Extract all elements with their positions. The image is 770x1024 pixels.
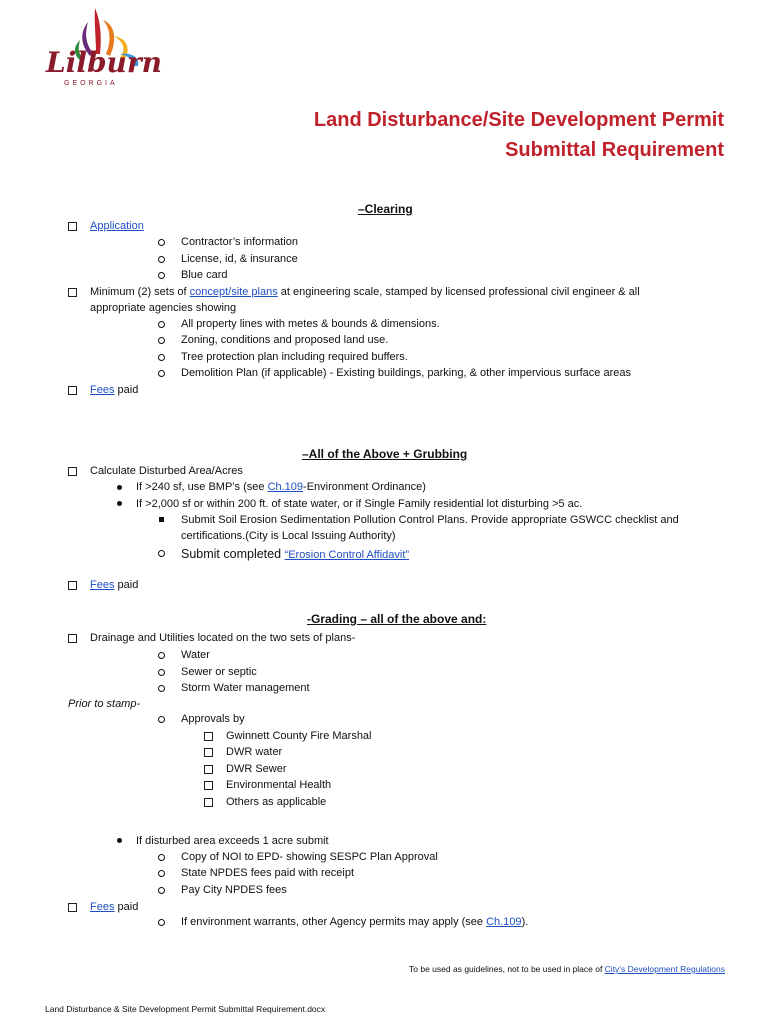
square-bullet-icon bbox=[159, 517, 164, 522]
fees-link[interactable]: Fees bbox=[90, 384, 115, 396]
acre-text: If disturbed area exceeds 1 acre submit bbox=[136, 835, 329, 847]
ch109-link[interactable]: Ch.109 bbox=[486, 916, 522, 928]
list-item: License, id, & insurance bbox=[181, 253, 298, 265]
list-item: Contractor’s information bbox=[181, 236, 298, 248]
fees-paid-label: paid bbox=[114, 384, 139, 396]
calculate-area-text: Calculate Disturbed Area/Acres bbox=[90, 465, 243, 477]
fees-paid-grubbing bbox=[90, 578, 138, 592]
circle-bullet-icon bbox=[158, 716, 165, 723]
list-item: All property lines with metes & bounds & dimensions. bbox=[181, 318, 440, 330]
list-item: Others as applicable bbox=[226, 796, 327, 808]
list-item: Tree protection plan including required buffers. bbox=[181, 351, 408, 363]
circle-bullet-icon bbox=[158, 887, 165, 894]
circle-bullet-icon bbox=[158, 685, 165, 692]
fees-paid-label: paid bbox=[114, 901, 139, 913]
checkbox-icon bbox=[68, 288, 77, 297]
list-item: Water bbox=[181, 649, 210, 661]
circle-bullet-icon bbox=[158, 256, 165, 263]
bmp-text bbox=[136, 480, 426, 494]
soil-erosion-line2: certifications.(City is Local Issuing Authority) bbox=[181, 530, 396, 542]
section-heading-clearing: –Clearing bbox=[358, 202, 413, 216]
development-regulations-link[interactable]: City’s Development Regulations bbox=[604, 964, 725, 974]
checkbox-icon bbox=[204, 798, 213, 807]
checkbox-icon bbox=[204, 748, 213, 757]
approvals-text: Approvals by bbox=[181, 713, 245, 725]
title-line-2: Submittal Requirement bbox=[505, 139, 724, 161]
logo-wordmark: Lilburn bbox=[46, 46, 163, 79]
circle-bullet-icon bbox=[158, 272, 165, 279]
circle-bullet-icon bbox=[158, 669, 165, 676]
circle-bullet-icon bbox=[158, 239, 165, 246]
environment-pre: If environment warrants, other Agency permits may apply (see bbox=[181, 916, 487, 928]
bullet-icon bbox=[117, 501, 122, 506]
minimum-sets-line2: appropriate agencies showing bbox=[90, 302, 237, 314]
circle-bullet-icon bbox=[158, 550, 165, 557]
list-item: Storm Water management bbox=[181, 682, 310, 694]
city-logo bbox=[40, 6, 163, 92]
logo-subtitle: GEORGIA bbox=[64, 80, 118, 87]
concept-site-plans-link[interactable]: concept/site plans bbox=[189, 286, 278, 298]
minimum-sets-post: at engineering scale, stamped by licensed professional civil engineer & all bbox=[277, 286, 640, 298]
page-title bbox=[314, 107, 724, 163]
section-heading-grading: -Grading – all of the above and: bbox=[307, 612, 487, 626]
affidavit-pre: Submit completed bbox=[181, 547, 285, 561]
guideline-note bbox=[409, 964, 725, 974]
application-link[interactable]: Application bbox=[90, 220, 144, 232]
section-heading-grubbing: –All of the Above + Grubbing bbox=[302, 447, 468, 461]
environment-post: ). bbox=[521, 916, 529, 928]
footer-filename: Land Disturbance & Site Development Permit Submittal Requirement.docx bbox=[45, 1004, 326, 1014]
list-item: Copy of NOI to EPD- showing SESPC Plan Approval bbox=[181, 851, 438, 863]
list-item: Sewer or septic bbox=[181, 666, 257, 678]
checkbox-icon bbox=[204, 765, 213, 774]
environment-text bbox=[181, 915, 528, 929]
fees-link[interactable]: Fees bbox=[90, 901, 115, 913]
minimum-sets-text bbox=[90, 285, 640, 299]
checkbox-icon bbox=[68, 634, 77, 643]
drainage-text: Drainage and Utilities located on the two sets of plans- bbox=[90, 632, 356, 644]
list-item: DWR water bbox=[226, 746, 283, 758]
list-item: DWR Sewer bbox=[226, 763, 287, 775]
bullet-icon bbox=[117, 838, 122, 843]
list-item: Demolition Plan (if applicable) - Existing buildings, parking, & other impervious surface areas bbox=[181, 367, 631, 379]
guideline-pre: To be used as guidelines, not to be used in place of bbox=[409, 964, 605, 974]
circle-bullet-icon bbox=[158, 354, 165, 361]
soil-erosion-text: Submit Soil Erosion Sedimentation Pollution Control Plans. Provide appropriate GSWCC checklist and bbox=[181, 514, 679, 526]
prior-to-stamp: Prior to stamp- bbox=[68, 698, 141, 710]
bullet-icon bbox=[117, 485, 122, 490]
checkbox-icon bbox=[68, 903, 77, 912]
circle-bullet-icon bbox=[158, 652, 165, 659]
bmp-post: -Environment Ordinance) bbox=[303, 481, 426, 493]
list-item: Blue card bbox=[181, 269, 228, 281]
minimum-sets-pre: Minimum (2) sets of bbox=[90, 286, 190, 298]
list-item: Gwinnett County Fire Marshal bbox=[226, 730, 372, 742]
circle-bullet-icon bbox=[158, 870, 165, 877]
ch109-link[interactable]: Ch.109 bbox=[267, 481, 304, 493]
circle-bullet-icon bbox=[158, 370, 165, 377]
erosion-control-affidavit-link[interactable]: “Erosion Control Affidavit” bbox=[284, 549, 410, 561]
bmp-pre: If >240 sf, use BMP’s (see bbox=[136, 481, 268, 493]
checkbox-icon bbox=[68, 467, 77, 476]
circle-bullet-icon bbox=[158, 919, 165, 926]
checkbox-icon bbox=[68, 386, 77, 395]
title-line-1: Land Disturbance/Site Development Permit bbox=[313, 109, 724, 131]
fees-paid-clearing bbox=[90, 383, 138, 397]
circle-bullet-icon bbox=[158, 321, 165, 328]
checkbox-icon bbox=[68, 222, 77, 231]
fees-paid-grading bbox=[90, 900, 138, 914]
checkbox-icon bbox=[68, 581, 77, 590]
checkbox-icon bbox=[204, 732, 213, 741]
checkbox-icon bbox=[204, 781, 213, 790]
list-item: State NPDES fees paid with receipt bbox=[181, 867, 355, 879]
affidavit-text bbox=[181, 545, 409, 563]
list-item: Pay City NPDES fees bbox=[181, 884, 287, 896]
state-water-text: If >2,000 sf or within 200 ft. of state water, or if Single Family residential lot disturbing >5 ac. bbox=[136, 498, 583, 510]
list-item: Zoning, conditions and proposed land use. bbox=[181, 334, 389, 346]
circle-bullet-icon bbox=[158, 854, 165, 861]
fees-paid-label: paid bbox=[114, 579, 139, 591]
fees-link[interactable]: Fees bbox=[90, 579, 115, 591]
circle-bullet-icon bbox=[158, 337, 165, 344]
list-item: Environmental Health bbox=[226, 779, 332, 791]
